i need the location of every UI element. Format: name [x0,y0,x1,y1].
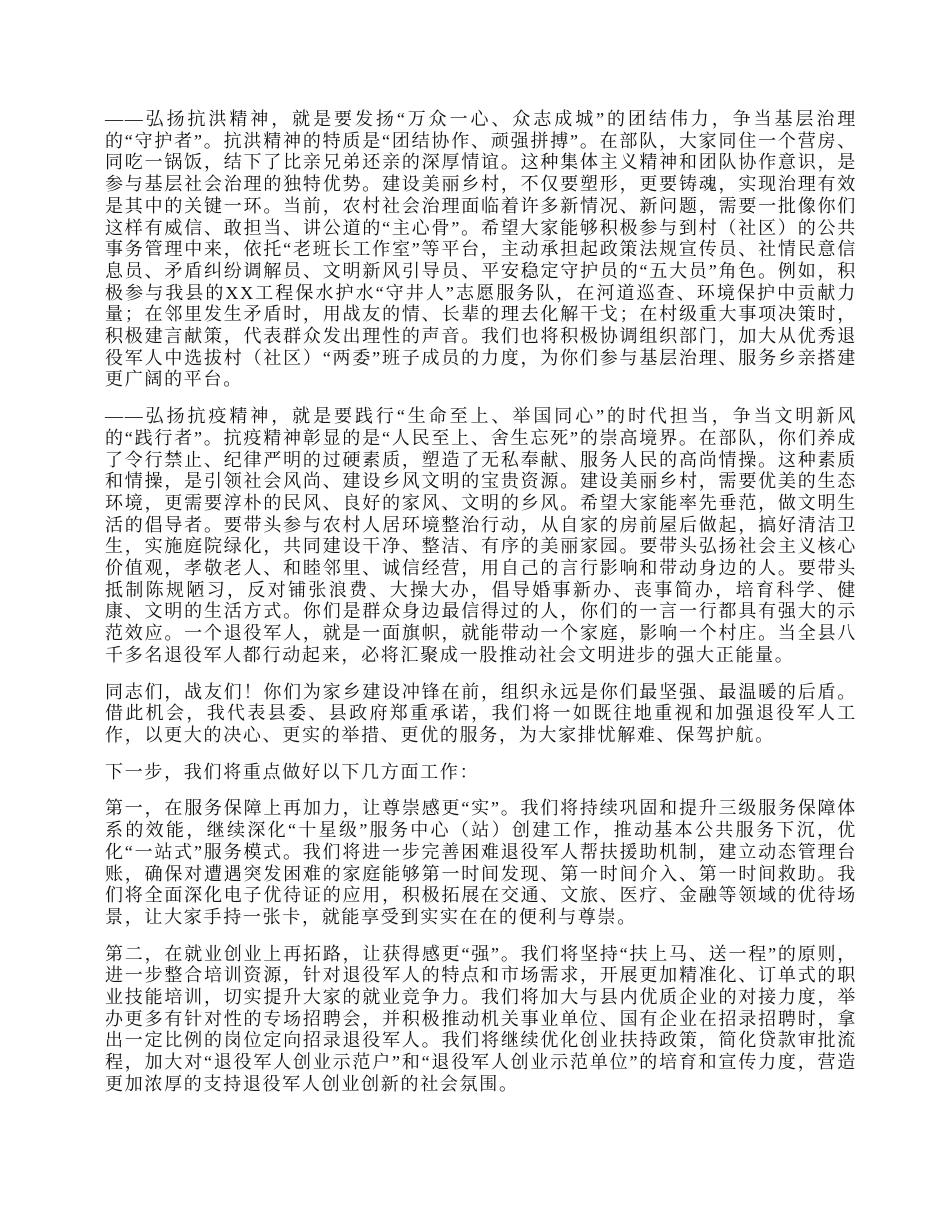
paragraph-point-two-employment: 第二，在就业创业上再拓路，让获得感更“强”。我们将坚持“扶上马、送一程”的原则，进一步整合培训资源，针对退役军人的特点和市场需求，开展更加精准化、订单式的职业技能培训，切实提升大家的就业竞争力。我们将加大与县内优质企业的对接力度，举办更多有针对性的专场招聘会，并积极推动机关事业单位、国有企业在招录招聘时，拿出一定比例的岗位定向招录退役军人。我们将继续优化创业扶持政策，简化贷款审批流程，加大对“退役军人创业示范户”和“退役军人创业示范单位”的培育和宣传力度，营造更加浓厚的支持退役军人创业创新的社会氛围。 [105,943,857,1094]
paragraph-comrades-pledge: 同志们，战友们！你们为家乡建设冲锋在前，组织永远是你们最坚强、最温暖的后盾。借此机会，我代表县委、县政府郑重承诺，我们将一如既往地重视和加强退役军人工作，以更大的决心、更实的举措、更优的服务，为大家排忧解难、保驾护航。 [105,681,857,745]
paragraph-flood-spirit: ——弘扬抗洪精神，就是要发扬“万众一心、众志成城”的团结伟力，争当基层治理的“守护者”。抗洪精神的特质是“团结协作、顽强拼搏”。在部队，大家同住一个营房、同吃一锅饭，结下了比亲兄弟还亲的深厚情谊。这种集体主义精神和团队协作意识，是参与基层社会治理的独特优势。建设美丽乡村，不仅要塑形，更要铸魂，实现治理有效是其中的关键一环。当前，农村社会治理面临着许多新情况、新问题，需要一批像你们这样有威信、敢担当、讲公道的“主心骨”。希望大家能够积极参与到村（社区）的公共事务管理中来，依托“老班长工作室”等平台，主动承担起政策法规宣传员、社情民意信息员、矛盾纠纷调解员、文明新风引导员、平安稳定守护员的“五大员”角色。例如，积极参与我县的XX工程保水护水“守井人”志愿服务队，在河道巡查、环境保护中贡献力量；在邻里发生矛盾时，用战友的情、长辈的理去化解干戈；在村级重大事项决策时，积极建言献策，代表群众发出理性的声音。我们也将积极协调组织部门，加大从优秀退役军人中选拔村（社区）“两委”班子成员的力度，为你们参与基层治理、服务乡亲搭建更广阔的平台。 [105,109,857,390]
paragraph-next-steps-intro: 下一步，我们将重点做好以下几方面工作： [105,761,480,782]
paragraph-point-one-service: 第一，在服务保障上再加力，让尊崇感更“实”。我们将持续巩固和提升三级服务保障体系的效能，继续深化“十星级”服务中心（站）创建工作，推动基本公共服务下沉，优化“一站式”服务模式。我们将进一步完善困难退役军人帮扶援助机制，建立动态管理台账，确保对遭遇突发困难的家庭能够第一时间发现、第一时间介入、第一时间救助。我们将全面深化电子优待证的应用，积极拓展在交通、文旅、医疗、金融等领域的优待场景，让大家手持一张卡，就能享受到实实在在的便利与尊崇。 [105,798,857,927]
paragraph-pandemic-spirit: ——弘扬抗疫精神，就是要践行“生命至上、举国同心”的时代担当，争当文明新风的“践行者”。抗疫精神彰显的是“人民至上、舍生忘死”的崇高境界。在部队，你们养成了令行禁止、纪律严明的过硬素质，塑造了无私奉献、服务人民的高尚情操。这种素质和情操，是引领社会风尚、建设乡风文明的宝贵资源。建设美丽乡村，需要优美的生态环境，更需要淳朴的民风、良好的家风、文明的乡风。希望大家能率先垂范，做文明生活的倡导者。要带头参与农村人居环境整治行动，从自家的房前屋后做起，搞好清洁卫生，实施庭院绿化，共同建设干净、整洁、有序的美丽家园。要带头弘扬社会主义核心价值观，孝敬老人、和睦邻里、诚信经营，用自己的言行影响和带动身边的人。要带头抵制陈规陋习，反对铺张浪费、大操大办，倡导婚事新办、丧事简办，培育科学、健康、文明的生活方式。你们是群众身边最信得过的人，你们的一言一行都具有强大的示范效应。一个退役军人，就是一面旗帜，就能带动一个家庭，影响一个村庄。当全县八千多名退役军人都行动起来，必将汇聚成一股推动社会文明进步的强大正能量。 [105,406,857,665]
document-text-block [105,109,857,1096]
